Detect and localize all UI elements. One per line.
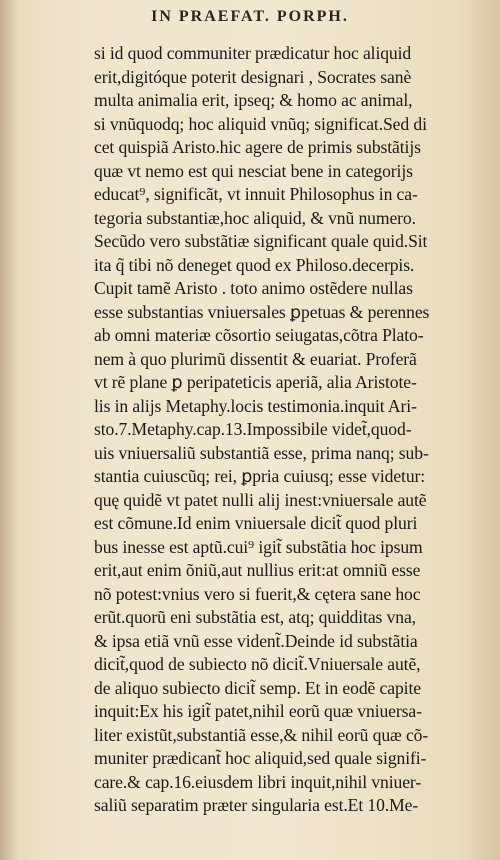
text-line: Secũdo vero substãtiæ significant quale quid.Sit bbox=[94, 231, 428, 251]
text-line: stantia cuiuscũq; rei, ꝑpria cuiusq; esse videtur: bbox=[94, 466, 426, 486]
running-head: IN PRAEFAT. PORPH. bbox=[151, 8, 349, 25]
text-line: lis in alijs Metaphy.locis testimonia.inquit Ari- bbox=[94, 395, 417, 416]
text-line: multa animalia erit, ipseq; & homo ac animal, bbox=[94, 90, 413, 110]
text-line: liter existũt,substantiã esse,& nihil eorũ quæ cõ- bbox=[94, 724, 429, 745]
text-line: saliũ separatim præter singularia est.Et 10.Me- bbox=[94, 795, 419, 815]
text-block bbox=[94, 42, 496, 818]
text-line: si id quod communiter prædicatur hoc aliquid bbox=[94, 43, 412, 63]
text-line: de aliquo subiecto dicit̃ semp. Et in eodẽ capite bbox=[94, 677, 421, 698]
text-line: nem à quo plurimũ dissentit & euariat. Proferã bbox=[94, 348, 417, 369]
text-line: inquit:Ex his igit̃ patet,nihil eorũ quæ vniuersa- bbox=[94, 701, 422, 721]
text-line: dicit̃,quod de subiecto nõ dicit̃.Vniuersale autẽ, bbox=[94, 654, 421, 674]
text-line: muniter prædicant̃ hoc aliquid,sed quale signifi- bbox=[94, 748, 427, 768]
text-line: bus inesse est aptũ.cui⁹ igit̃ substãtia hoc ipsum bbox=[94, 536, 423, 557]
text-line: est cõmune.Id enim vniuersale dicit̃ quod pluri bbox=[94, 513, 418, 533]
text-line: tegoria substantiæ,hoc aliquid, & vnũ numero. bbox=[94, 207, 416, 228]
text-line: erit,aut enim õniũ,aut nullius erit:at omniũ esse bbox=[94, 560, 421, 580]
text-line: ita q̃ tibi nõ deneget quod ex Philoso.decerpis. bbox=[94, 254, 415, 275]
text-line: cet quispiã Aristo.hic agere de primis substãtijs bbox=[94, 137, 421, 157]
text-line: nõ potest:vnius vero si fuerit,& cętera sane hoc bbox=[94, 583, 421, 604]
text-line: si vnũquodq; hoc aliquid vnũq; significat.Sed di bbox=[94, 113, 427, 134]
text-line: vt rẽ plane ꝑ peripateticis aperiã, alia Aristote- bbox=[94, 372, 417, 392]
text-line: erũt.quorũ eni substãtia est, atq; quidditas vna, bbox=[94, 607, 416, 627]
text-line: uis vniuersaliũ substantiã esse, prima nanq; sub- bbox=[94, 442, 429, 463]
text-line: educat⁹, significãt, vt innuit Philosophus in ca- bbox=[94, 184, 418, 204]
text-line: quæ vt nemo est qui nesciat bene in categorijs bbox=[94, 160, 413, 181]
spine-shadow bbox=[0, 0, 18, 860]
text-line: sto.7.Metaphy.cap.13.Impossibile videt̃,quod- bbox=[94, 419, 412, 439]
text-line: & ipsa etiã vnũ esse vident̃.Deinde id substãtia bbox=[94, 630, 418, 651]
text-line: ab omni materiæ cõsortio seiugatas,cõtra Plato- bbox=[94, 325, 424, 345]
text-line: erit,digitóque poterit designari , Socrates sanè bbox=[94, 66, 412, 87]
text-line: quę quidẽ vt patet nulli alij inest:vniuersale autẽ bbox=[94, 489, 427, 510]
text-line: esse substantias vniuersales ꝑpetuas & perennes bbox=[94, 301, 430, 322]
text-line: care.& cap.16.eiusdem libri inquit,nihil vniuer- bbox=[94, 771, 422, 792]
text-line: Cupit tamẽ Aristo . toto animo ostẽdere nullas bbox=[94, 278, 413, 298]
